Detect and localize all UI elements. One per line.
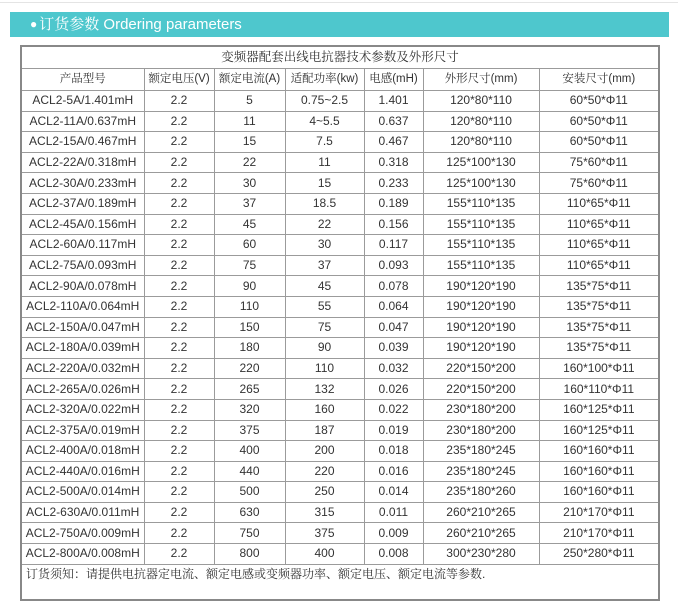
section-title: 订货参数 Ordering parameters <box>39 16 242 33</box>
table-cell: 155*110*135 <box>423 255 539 276</box>
table-row <box>21 152 659 173</box>
table-cell: 0.078 <box>364 276 423 297</box>
table-cell: 150 <box>214 317 285 338</box>
table-cell: ACL2-750A/0.009mH <box>21 523 144 544</box>
table-cell: 0.014 <box>364 482 423 503</box>
table-cell: 160*125*Φ11 <box>539 420 659 441</box>
table-row <box>21 255 659 276</box>
table-cell: 90 <box>285 338 364 359</box>
table-cell: 0.467 <box>364 132 423 153</box>
table-cell: 160*125*Φ11 <box>539 399 659 420</box>
table-cell: 2.2 <box>144 152 214 173</box>
table-cell: 230*180*200 <box>423 399 539 420</box>
table-cell: ACL2-630A/0.011mH <box>21 502 144 523</box>
table-row <box>21 399 659 420</box>
order-note: 订货须知：请提供电抗器定电流、额定电感或变频器功率、额定电压、额定电流等参数. <box>21 564 659 600</box>
table-cell: 160*160*Φ11 <box>539 441 659 462</box>
table-cell: ACL2-265A/0.026mH <box>21 379 144 400</box>
table-cell: ACL2-320A/0.022mH <box>21 399 144 420</box>
table-cell: 2.2 <box>144 276 214 297</box>
table-cell: 2.2 <box>144 338 214 359</box>
table-cell: 375 <box>214 420 285 441</box>
table-cell: 90 <box>214 276 285 297</box>
table-cell: 2.2 <box>144 173 214 194</box>
table-cell: 15 <box>214 132 285 153</box>
table-cell: 22 <box>214 152 285 173</box>
table-cell: 260*210*265 <box>423 523 539 544</box>
table-cell: 750 <box>214 523 285 544</box>
table-cell: 250*280*Φ11 <box>539 544 659 565</box>
table-cell: 0.008 <box>364 544 423 565</box>
table-row <box>21 523 659 544</box>
table-cell: ACL2-440A/0.016mH <box>21 461 144 482</box>
table-cell: 160*160*Φ11 <box>539 482 659 503</box>
table-cell: 75*60*Φ11 <box>539 173 659 194</box>
table-cell: 2.2 <box>144 420 214 441</box>
table-cell: 15 <box>285 173 364 194</box>
table-cell: 110 <box>285 358 364 379</box>
table-row <box>21 441 659 462</box>
table-cell: 37 <box>214 193 285 214</box>
top-divider <box>0 2 678 3</box>
table-cell: 110*65*Φ11 <box>539 235 659 256</box>
table-row <box>21 173 659 194</box>
table-cell: 220 <box>285 461 364 482</box>
table-cell: 160*160*Φ11 <box>539 461 659 482</box>
table-cell: 4~5.5 <box>285 111 364 132</box>
table-cell: 75 <box>214 255 285 276</box>
table-row <box>21 358 659 379</box>
table-title: 变频器配套出线电抗器技术参数及外形尺寸 <box>21 46 659 69</box>
bullet-icon: ● <box>30 17 38 31</box>
table-cell: 37 <box>285 255 364 276</box>
table-cell: ACL2-15A/0.467mH <box>21 132 144 153</box>
column-header: 产品型号 <box>21 69 144 91</box>
table-cell: 220*150*200 <box>423 379 539 400</box>
table-row <box>21 111 659 132</box>
table-cell: 2.2 <box>144 358 214 379</box>
table-cell: 250 <box>285 482 364 503</box>
spec-table <box>20 45 660 601</box>
table-cell: 30 <box>285 235 364 256</box>
table-cell: 2.2 <box>144 255 214 276</box>
column-header: 额定电压(V) <box>144 69 214 91</box>
column-header: 电感(mH) <box>364 69 423 91</box>
table-cell: ACL2-180A/0.039mH <box>21 338 144 359</box>
table-cell: 0.039 <box>364 338 423 359</box>
table-cell: 60*50*Φ11 <box>539 111 659 132</box>
table-cell: 0.026 <box>364 379 423 400</box>
table-cell: 132 <box>285 379 364 400</box>
table-cell: 7.5 <box>285 132 364 153</box>
table-cell: 75 <box>285 317 364 338</box>
table-cell: 110 <box>214 296 285 317</box>
table-cell: 45 <box>285 276 364 297</box>
table-cell: 0.016 <box>364 461 423 482</box>
table-row <box>21 91 659 112</box>
table-cell: 190*120*190 <box>423 338 539 359</box>
table-cell: 0.189 <box>364 193 423 214</box>
table-cell: 110*65*Φ11 <box>539 214 659 235</box>
table-cell: 22 <box>285 214 364 235</box>
table-cell: 2.2 <box>144 91 214 112</box>
table-cell: 120*80*110 <box>423 111 539 132</box>
table-cell: 2.2 <box>144 193 214 214</box>
table-cell: 0.156 <box>364 214 423 235</box>
table-cell: ACL2-90A/0.078mH <box>21 276 144 297</box>
table-cell: 75*60*Φ11 <box>539 152 659 173</box>
table-cell: 60 <box>214 235 285 256</box>
table-cell: 400 <box>285 544 364 565</box>
table-cell: ACL2-5A/1.401mH <box>21 91 144 112</box>
section-header <box>10 12 669 37</box>
table-cell: 155*110*135 <box>423 214 539 235</box>
table-row <box>21 482 659 503</box>
column-header: 安装尺寸(mm) <box>539 69 659 91</box>
column-header: 外形尺寸(mm) <box>423 69 539 91</box>
table-row <box>21 193 659 214</box>
table-cell: 155*110*135 <box>423 235 539 256</box>
table-cell: 630 <box>214 502 285 523</box>
table-cell: 0.022 <box>364 399 423 420</box>
table-row <box>21 461 659 482</box>
table-cell: ACL2-800A/0.008mH <box>21 544 144 565</box>
table-cell: 160*100*Φ11 <box>539 358 659 379</box>
table-row <box>21 544 659 565</box>
table-cell: 2.2 <box>144 132 214 153</box>
table-cell: ACL2-22A/0.318mH <box>21 152 144 173</box>
table-cell: ACL2-150A/0.047mH <box>21 317 144 338</box>
table-cell: 0.064 <box>364 296 423 317</box>
table-cell: 11 <box>285 152 364 173</box>
table-cell: 125*100*130 <box>423 152 539 173</box>
table-row <box>21 214 659 235</box>
table-cell: ACL2-400A/0.018mH <box>21 441 144 462</box>
table-cell: 110*65*Φ11 <box>539 193 659 214</box>
table-cell: 0.018 <box>364 441 423 462</box>
table-cell: 190*120*190 <box>423 296 539 317</box>
table-cell: 320 <box>214 399 285 420</box>
table-cell: 60*50*Φ11 <box>539 91 659 112</box>
table-cell: 0.318 <box>364 152 423 173</box>
table-cell: 0.637 <box>364 111 423 132</box>
table-cell: 120*80*110 <box>423 91 539 112</box>
table-cell: 135*75*Φ11 <box>539 338 659 359</box>
table-row <box>21 317 659 338</box>
table-cell: ACL2-375A/0.019mH <box>21 420 144 441</box>
table-cell: 190*120*190 <box>423 317 539 338</box>
table-row <box>21 338 659 359</box>
table-body <box>21 91 659 565</box>
table-cell: 200 <box>285 441 364 462</box>
table-cell: 135*75*Φ11 <box>539 317 659 338</box>
table-cell: 2.2 <box>144 523 214 544</box>
table-cell: 190*120*190 <box>423 276 539 297</box>
table-cell: 220*150*200 <box>423 358 539 379</box>
table-cell: ACL2-11A/0.637mH <box>21 111 144 132</box>
table-cell: 55 <box>285 296 364 317</box>
table-cell: 0.233 <box>364 173 423 194</box>
table-cell: 230*180*200 <box>423 420 539 441</box>
table-cell: 135*75*Φ11 <box>539 276 659 297</box>
table-cell: 0.75~2.5 <box>285 91 364 112</box>
table-row <box>21 502 659 523</box>
table-cell: 2.2 <box>144 296 214 317</box>
table-title-row <box>21 46 659 69</box>
table-cell: 265 <box>214 379 285 400</box>
table-cell: 2.2 <box>144 482 214 503</box>
table-cell: 60*50*Φ11 <box>539 132 659 153</box>
table-cell: 2.2 <box>144 399 214 420</box>
table-cell: 235*180*245 <box>423 441 539 462</box>
table-cell: 2.2 <box>144 111 214 132</box>
table-cell: 800 <box>214 544 285 565</box>
table-cell: 0.011 <box>364 502 423 523</box>
table-cell: 210*170*Φ11 <box>539 523 659 544</box>
table-cell: 0.009 <box>364 523 423 544</box>
table-cell: ACL2-110A/0.064mH <box>21 296 144 317</box>
table-cell: 1.401 <box>364 91 423 112</box>
table-cell: ACL2-220A/0.032mH <box>21 358 144 379</box>
note-row <box>21 564 659 600</box>
table-row <box>21 235 659 256</box>
table-row <box>21 132 659 153</box>
table-row <box>21 296 659 317</box>
table-cell: 235*180*260 <box>423 482 539 503</box>
table-cell: 5 <box>214 91 285 112</box>
column-header: 额定电流(A) <box>214 69 285 91</box>
table-cell: 0.019 <box>364 420 423 441</box>
table-cell: 220 <box>214 358 285 379</box>
table-cell: 2.2 <box>144 461 214 482</box>
table-cell: 120*80*110 <box>423 132 539 153</box>
table-header-row <box>21 69 659 91</box>
table-cell: 30 <box>214 173 285 194</box>
table-cell: ACL2-45A/0.156mH <box>21 214 144 235</box>
table-cell: 45 <box>214 214 285 235</box>
table-cell: 375 <box>285 523 364 544</box>
table-row <box>21 276 659 297</box>
table-cell: 155*110*135 <box>423 193 539 214</box>
table-cell: 0.093 <box>364 255 423 276</box>
column-header: 适配功率(kw) <box>285 69 364 91</box>
table-cell: 187 <box>285 420 364 441</box>
table-cell: 2.2 <box>144 379 214 400</box>
table-cell: 135*75*Φ11 <box>539 296 659 317</box>
table-cell: 160 <box>285 399 364 420</box>
table-cell: 2.2 <box>144 441 214 462</box>
table-cell: 180 <box>214 338 285 359</box>
table-cell: 2.2 <box>144 214 214 235</box>
table-cell: 0.032 <box>364 358 423 379</box>
table-cell: 315 <box>285 502 364 523</box>
table-row <box>21 420 659 441</box>
table-cell: 440 <box>214 461 285 482</box>
table-cell: 125*100*130 <box>423 173 539 194</box>
table-cell: 210*170*Φ11 <box>539 502 659 523</box>
table-cell: 2.2 <box>144 235 214 256</box>
table-cell: 11 <box>214 111 285 132</box>
table-cell: ACL2-30A/0.233mH <box>21 173 144 194</box>
table-row <box>21 379 659 400</box>
table-cell: ACL2-37A/0.189mH <box>21 193 144 214</box>
table-cell: 260*210*265 <box>423 502 539 523</box>
table-cell: 2.2 <box>144 317 214 338</box>
table-cell: 2.2 <box>144 502 214 523</box>
table-cell: 235*180*245 <box>423 461 539 482</box>
table-cell: 0.047 <box>364 317 423 338</box>
table-cell: 160*110*Φ11 <box>539 379 659 400</box>
table-cell: 400 <box>214 441 285 462</box>
table-cell: ACL2-500A/0.014mH <box>21 482 144 503</box>
table-cell: 0.117 <box>364 235 423 256</box>
table-cell: 2.2 <box>144 544 214 565</box>
table-cell: ACL2-60A/0.117mH <box>21 235 144 256</box>
table-cell: 110*65*Φ11 <box>539 255 659 276</box>
table-cell: 300*230*280 <box>423 544 539 565</box>
table-cell: ACL2-75A/0.093mH <box>21 255 144 276</box>
table-cell: 18.5 <box>285 193 364 214</box>
table-cell: 500 <box>214 482 285 503</box>
